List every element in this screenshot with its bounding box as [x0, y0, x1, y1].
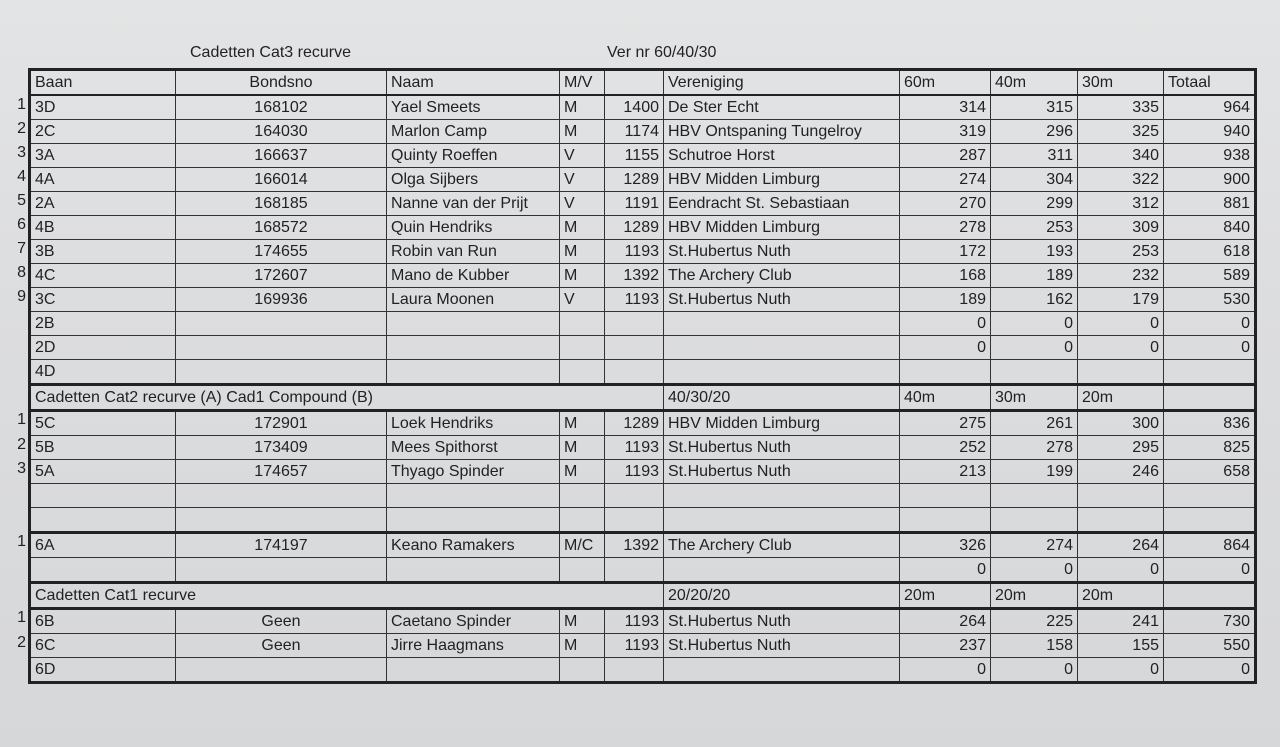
score3-cell: 309: [1078, 216, 1164, 240]
rank-number: 1: [17, 96, 26, 113]
section-dist3: 20m: [1078, 385, 1164, 411]
bondsno-cell: 168185: [176, 192, 387, 216]
col-60m-header: 60m: [900, 70, 991, 96]
mv-cell: [560, 312, 605, 336]
score1-cell: 0: [900, 558, 991, 583]
bondsno-cell: [176, 508, 387, 533]
score1-cell: 314: [900, 95, 991, 120]
vereniging-cell: [664, 558, 900, 583]
vnr-cell: 1191: [605, 192, 664, 216]
table-row: [30, 658, 1256, 683]
bondsno-cell: [176, 312, 387, 336]
score2-cell: 0: [991, 336, 1078, 360]
table-row: [30, 264, 1256, 288]
score3-cell: [1078, 508, 1164, 533]
bondsno-cell: [176, 658, 387, 683]
naam-cell: Marlon Camp: [387, 120, 560, 144]
section-blank: [1164, 385, 1256, 411]
bondsno-cell: 168572: [176, 216, 387, 240]
baan-cell: 3C: [30, 288, 176, 312]
vnr-cell: 1392: [605, 264, 664, 288]
col-mv-header: M/V: [560, 70, 605, 96]
naam-cell: Loek Hendriks: [387, 411, 560, 436]
totaal-cell: 658: [1164, 460, 1256, 484]
vnr-cell: 1193: [605, 609, 664, 634]
score3-cell: [1078, 484, 1164, 508]
col-naam-header: Naam: [387, 70, 560, 96]
score2-cell: 158: [991, 634, 1078, 658]
score2-cell: 225: [991, 609, 1078, 634]
score-table: [28, 68, 1257, 684]
score2-cell: 193: [991, 240, 1078, 264]
mv-cell: M: [560, 460, 605, 484]
totaal-cell: 964: [1164, 95, 1256, 120]
rank-number: 5: [17, 192, 26, 209]
bondsno-cell: 172607: [176, 264, 387, 288]
score1-cell: 168: [900, 264, 991, 288]
score2-cell: [991, 484, 1078, 508]
score2-cell: 261: [991, 411, 1078, 436]
totaal-cell: 530: [1164, 288, 1256, 312]
vereniging-cell: St.Hubertus Nuth: [664, 609, 900, 634]
totaal-cell: 618: [1164, 240, 1256, 264]
bondsno-cell: [176, 336, 387, 360]
score3-cell: 295: [1078, 436, 1164, 460]
score2-cell: 253: [991, 216, 1078, 240]
baan-cell: 5C: [30, 411, 176, 436]
totaal-cell: 0: [1164, 558, 1256, 583]
rank-number: 1: [17, 609, 26, 626]
vnr-cell: [605, 508, 664, 533]
col-vereniging-header: Vereniging: [664, 70, 900, 96]
mv-cell: V: [560, 192, 605, 216]
header-row: [30, 70, 1256, 96]
bondsno-cell: 174197: [176, 533, 387, 558]
baan-cell: 6A: [30, 533, 176, 558]
score3-cell: 322: [1078, 168, 1164, 192]
naam-cell: Quinty Roeffen: [387, 144, 560, 168]
naam-cell: Mano de Kubber: [387, 264, 560, 288]
totaal-cell: 900: [1164, 168, 1256, 192]
baan-cell: 4B: [30, 216, 176, 240]
naam-cell: Yael Smeets: [387, 95, 560, 120]
section-dist2: 30m: [991, 385, 1078, 411]
table-row: [30, 168, 1256, 192]
score2-cell: 278: [991, 436, 1078, 460]
vnr-cell: 1193: [605, 460, 664, 484]
totaal-cell: 825: [1164, 436, 1256, 460]
bondsno-cell: 172901: [176, 411, 387, 436]
totaal-cell: 840: [1164, 216, 1256, 240]
naam-cell: Olga Sijbers: [387, 168, 560, 192]
vnr-cell: 1289: [605, 216, 664, 240]
bondsno-cell: 174655: [176, 240, 387, 264]
score1-cell: 0: [900, 336, 991, 360]
vereniging-cell: St.Hubertus Nuth: [664, 634, 900, 658]
vereniging-cell: [664, 484, 900, 508]
vereniging-cell: HBV Midden Limburg: [664, 411, 900, 436]
score1-cell: [900, 508, 991, 533]
col-40m-header: 40m: [991, 70, 1078, 96]
bondsno-cell: 164030: [176, 120, 387, 144]
totaal-cell: [1164, 508, 1256, 533]
sheet-title: Cadetten Cat3 recurve: [190, 44, 351, 61]
score1-cell: 189: [900, 288, 991, 312]
col-baan-header: Baan: [30, 70, 176, 96]
vereniging-cell: HBV Ontspaning Tungelroy: [664, 120, 900, 144]
rank-number: 2: [17, 120, 26, 137]
score1-cell: 0: [900, 312, 991, 336]
vnr-cell: [605, 484, 664, 508]
naam-cell: Laura Moonen: [387, 288, 560, 312]
section-distances: 40/30/20: [664, 385, 900, 411]
score3-cell: [1078, 360, 1164, 385]
baan-cell: [30, 508, 176, 533]
vnr-cell: 1289: [605, 411, 664, 436]
score1-cell: 264: [900, 609, 991, 634]
score2-cell: 296: [991, 120, 1078, 144]
vnr-cell: 1174: [605, 120, 664, 144]
naam-cell: Caetano Spinder: [387, 609, 560, 634]
baan-cell: 2A: [30, 192, 176, 216]
vereniging-cell: The Archery Club: [664, 264, 900, 288]
vereniging-cell: Schutroe Horst: [664, 144, 900, 168]
vereniging-cell: HBV Midden Limburg: [664, 216, 900, 240]
section-dist1: 20m: [900, 583, 991, 609]
vnr-cell: [605, 312, 664, 336]
vereniging-cell: Eendracht St. Sebastiaan: [664, 192, 900, 216]
mv-cell: [560, 336, 605, 360]
bondsno-cell: 174657: [176, 460, 387, 484]
naam-cell: Keano Ramakers: [387, 533, 560, 558]
table-row: [30, 609, 1256, 634]
vereniging-cell: De Ster Echt: [664, 95, 900, 120]
vnr-cell: [605, 336, 664, 360]
vnr-cell: 1193: [605, 436, 664, 460]
vnr-cell: [605, 360, 664, 385]
vnr-cell: 1392: [605, 533, 664, 558]
score3-cell: 335: [1078, 95, 1164, 120]
vnr-cell: 1193: [605, 288, 664, 312]
vereniging-cell: [664, 336, 900, 360]
col-bondsno-header: Bondsno: [176, 70, 387, 96]
bondsno-cell: 166014: [176, 168, 387, 192]
score3-cell: 300: [1078, 411, 1164, 436]
baan-cell: 3D: [30, 95, 176, 120]
baan-cell: [30, 558, 176, 583]
baan-cell: 3B: [30, 240, 176, 264]
score3-cell: 0: [1078, 558, 1164, 583]
mv-cell: [560, 658, 605, 683]
section-row: [30, 385, 1256, 411]
baan-cell: 4D: [30, 360, 176, 385]
table-row: [30, 336, 1256, 360]
score2-cell: 189: [991, 264, 1078, 288]
totaal-cell: 0: [1164, 312, 1256, 336]
score1-cell: 213: [900, 460, 991, 484]
naam-cell: [387, 360, 560, 385]
score1-cell: 252: [900, 436, 991, 460]
totaal-cell: 938: [1164, 144, 1256, 168]
mv-cell: M: [560, 240, 605, 264]
col-totaal-header: Totaal: [1164, 70, 1256, 96]
totaal-cell: [1164, 484, 1256, 508]
score1-cell: 0: [900, 658, 991, 683]
baan-cell: 5A: [30, 460, 176, 484]
naam-cell: [387, 484, 560, 508]
vereniging-cell: [664, 508, 900, 533]
bondsno-cell: [176, 360, 387, 385]
col-30m-header: 30m: [1078, 70, 1164, 96]
naam-cell: [387, 658, 560, 683]
table-row: [30, 312, 1256, 336]
table-row: [30, 634, 1256, 658]
totaal-cell: 0: [1164, 658, 1256, 683]
totaal-cell: 730: [1164, 609, 1256, 634]
baan-cell: 2B: [30, 312, 176, 336]
table-row: [30, 288, 1256, 312]
score1-cell: [900, 360, 991, 385]
score2-cell: 162: [991, 288, 1078, 312]
vnr-cell: [605, 658, 664, 683]
section-row: [30, 583, 1256, 609]
score1-cell: [900, 484, 991, 508]
rank-number: 1: [17, 411, 26, 428]
naam-cell: Jirre Haagmans: [387, 634, 560, 658]
baan-cell: 2D: [30, 336, 176, 360]
vnr-cell: 1193: [605, 634, 664, 658]
section-blank: [1164, 583, 1256, 609]
mv-cell: V: [560, 144, 605, 168]
mv-cell: V: [560, 288, 605, 312]
baan-cell: 3A: [30, 144, 176, 168]
table-row: [30, 216, 1256, 240]
score1-cell: 326: [900, 533, 991, 558]
section-dist1: 40m: [900, 385, 991, 411]
score1-cell: 275: [900, 411, 991, 436]
mv-cell: M: [560, 264, 605, 288]
vnr-cell: [605, 558, 664, 583]
score3-cell: 0: [1078, 336, 1164, 360]
score3-cell: 246: [1078, 460, 1164, 484]
vereniging-cell: St.Hubertus Nuth: [664, 240, 900, 264]
table-row: [30, 436, 1256, 460]
table-row: [30, 360, 1256, 385]
table-row: [30, 484, 1256, 508]
baan-cell: 6B: [30, 609, 176, 634]
bondsno-cell: [176, 484, 387, 508]
score1-cell: 274: [900, 168, 991, 192]
score3-cell: 179: [1078, 288, 1164, 312]
section-dist3: 20m: [1078, 583, 1164, 609]
table-row: [30, 240, 1256, 264]
score2-cell: 199: [991, 460, 1078, 484]
totaal-cell: 0: [1164, 336, 1256, 360]
rank-number: 4: [17, 168, 26, 185]
score2-cell: 299: [991, 192, 1078, 216]
vereniging-cell: St.Hubertus Nuth: [664, 288, 900, 312]
table-row: [30, 508, 1256, 533]
section-title: Cadetten Cat1 recurve: [30, 583, 664, 609]
mv-cell: M: [560, 609, 605, 634]
vereniging-cell: [664, 658, 900, 683]
ver-label: Ver nr 60/40/30: [607, 44, 717, 61]
score3-cell: 0: [1078, 658, 1164, 683]
score1-cell: 172: [900, 240, 991, 264]
mv-cell: M: [560, 95, 605, 120]
naam-cell: Thyago Spinder: [387, 460, 560, 484]
table-row: [30, 411, 1256, 436]
mv-cell: M: [560, 216, 605, 240]
col-vnr-header: [605, 70, 664, 96]
baan-cell: 5B: [30, 436, 176, 460]
vnr-cell: 1400: [605, 95, 664, 120]
mv-cell: M/C: [560, 533, 605, 558]
vereniging-cell: [664, 312, 900, 336]
mv-cell: [560, 508, 605, 533]
bondsno-cell: 168102: [176, 95, 387, 120]
mv-cell: [560, 360, 605, 385]
score3-cell: 253: [1078, 240, 1164, 264]
naam-cell: [387, 312, 560, 336]
score3-cell: 340: [1078, 144, 1164, 168]
score2-cell: 0: [991, 312, 1078, 336]
table-row: [30, 95, 1256, 120]
score2-cell: 0: [991, 658, 1078, 683]
baan-cell: 4A: [30, 168, 176, 192]
rank-number: 8: [17, 264, 26, 281]
vereniging-cell: The Archery Club: [664, 533, 900, 558]
totaal-cell: 589: [1164, 264, 1256, 288]
totaal-cell: [1164, 360, 1256, 385]
vnr-cell: 1289: [605, 168, 664, 192]
score3-cell: 0: [1078, 312, 1164, 336]
table-row: [30, 558, 1256, 583]
bondsno-cell: 166637: [176, 144, 387, 168]
totaal-cell: 836: [1164, 411, 1256, 436]
score2-cell: 304: [991, 168, 1078, 192]
score3-cell: 325: [1078, 120, 1164, 144]
section-title: Cadetten Cat2 recurve (A) Cad1 Compound (B): [30, 385, 664, 411]
totaal-cell: 940: [1164, 120, 1256, 144]
bondsno-cell: Geen: [176, 609, 387, 634]
mv-cell: M: [560, 411, 605, 436]
naam-cell: [387, 508, 560, 533]
baan-cell: 6D: [30, 658, 176, 683]
section-distances: 20/20/20: [664, 583, 900, 609]
naam-cell: Quin Hendriks: [387, 216, 560, 240]
rank-number: 9: [17, 288, 26, 305]
rank-number: 7: [17, 240, 26, 257]
totaal-cell: 550: [1164, 634, 1256, 658]
mv-cell: M: [560, 634, 605, 658]
mv-cell: [560, 484, 605, 508]
table-row: [30, 192, 1256, 216]
rank-number: 2: [17, 634, 26, 651]
section-dist2: 20m: [991, 583, 1078, 609]
vereniging-cell: HBV Midden Limburg: [664, 168, 900, 192]
score2-cell: 315: [991, 95, 1078, 120]
score3-cell: 241: [1078, 609, 1164, 634]
bondsno-cell: 173409: [176, 436, 387, 460]
score1-cell: 319: [900, 120, 991, 144]
score3-cell: 312: [1078, 192, 1164, 216]
score1-cell: 278: [900, 216, 991, 240]
score1-cell: 237: [900, 634, 991, 658]
baan-cell: 4C: [30, 264, 176, 288]
naam-cell: [387, 558, 560, 583]
score2-cell: 274: [991, 533, 1078, 558]
naam-cell: Robin van Run: [387, 240, 560, 264]
score1-cell: 270: [900, 192, 991, 216]
score3-cell: 264: [1078, 533, 1164, 558]
mv-cell: M: [560, 120, 605, 144]
table-row: [30, 120, 1256, 144]
score3-cell: 232: [1078, 264, 1164, 288]
rank-number: 3: [17, 144, 26, 161]
bondsno-cell: 169936: [176, 288, 387, 312]
baan-cell: 6C: [30, 634, 176, 658]
vereniging-cell: St.Hubertus Nuth: [664, 436, 900, 460]
bondsno-cell: [176, 558, 387, 583]
mv-cell: M: [560, 436, 605, 460]
score2-cell: [991, 508, 1078, 533]
vnr-cell: 1155: [605, 144, 664, 168]
table-row: [30, 460, 1256, 484]
naam-cell: Nanne van der Prijt: [387, 192, 560, 216]
naam-cell: Mees Spithorst: [387, 436, 560, 460]
bondsno-cell: Geen: [176, 634, 387, 658]
vereniging-cell: St.Hubertus Nuth: [664, 460, 900, 484]
table-row: [30, 533, 1256, 558]
score3-cell: 155: [1078, 634, 1164, 658]
vereniging-cell: [664, 360, 900, 385]
totaal-cell: 864: [1164, 533, 1256, 558]
baan-cell: 2C: [30, 120, 176, 144]
mv-cell: [560, 558, 605, 583]
vnr-cell: 1193: [605, 240, 664, 264]
score2-cell: 0: [991, 558, 1078, 583]
rank-number: 2: [17, 436, 26, 453]
naam-cell: [387, 336, 560, 360]
score2-cell: [991, 360, 1078, 385]
rank-number: 1: [17, 533, 26, 550]
mv-cell: V: [560, 168, 605, 192]
score2-cell: 311: [991, 144, 1078, 168]
rank-number: 6: [17, 216, 26, 233]
score1-cell: 287: [900, 144, 991, 168]
rank-number: 3: [17, 460, 26, 477]
totaal-cell: 881: [1164, 192, 1256, 216]
table-row: [30, 144, 1256, 168]
baan-cell: [30, 484, 176, 508]
